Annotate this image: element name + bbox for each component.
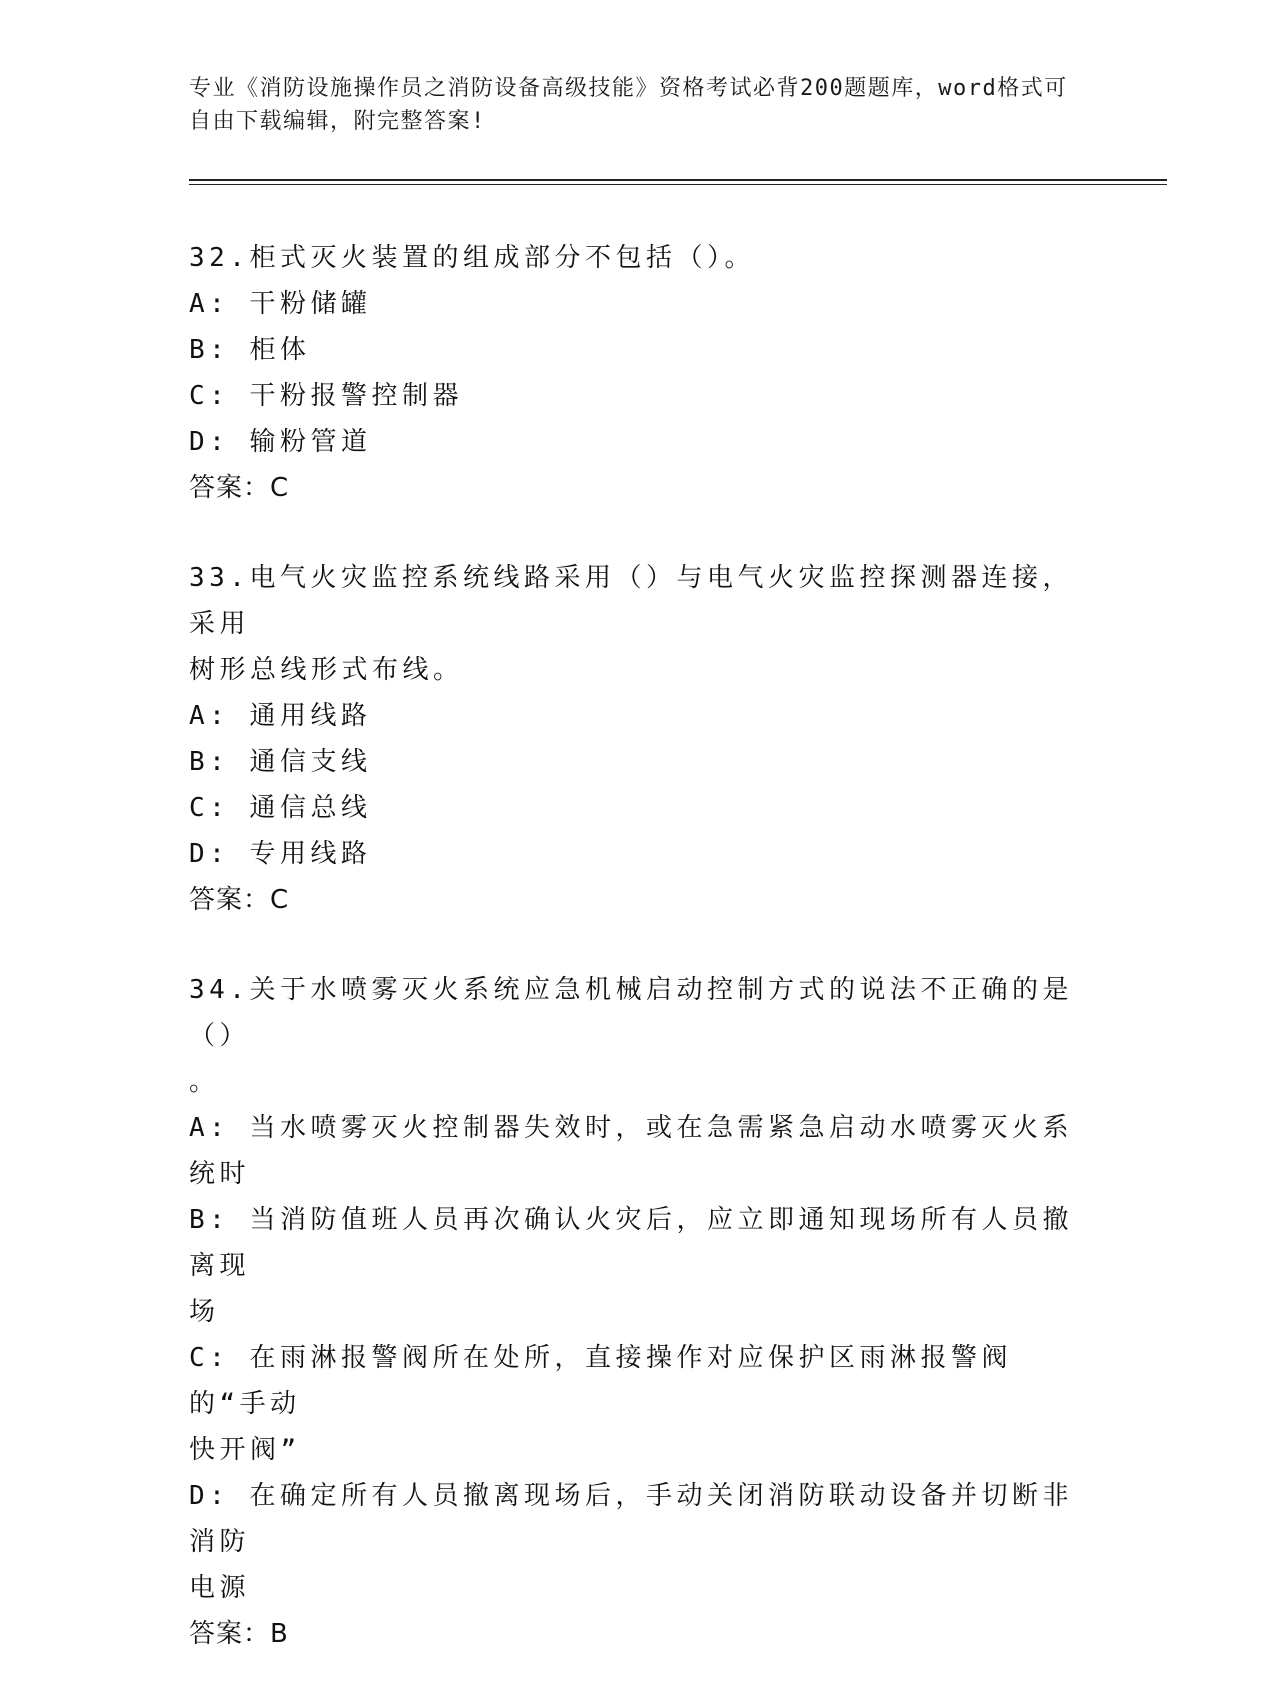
answer-line: 答案：B [189, 1619, 289, 1649]
question-list [189, 235, 1089, 1701]
option-a: A: 通用线路 [189, 701, 372, 731]
question-stem: 33.电气火灾监控系统线路采用（）与电气火灾监控探测器连接，采用 [189, 563, 1073, 639]
question-33 [189, 555, 1089, 923]
question-34 [189, 967, 1089, 1657]
option-d: D: 输粉管道 [189, 427, 372, 457]
question-stem: 32.柜式灭火装置的组成部分不包括（）。 [189, 243, 755, 273]
option-b-continued: 场 [189, 1297, 220, 1327]
question-32 [189, 235, 1089, 511]
option-c: C: 在雨淋报警阀所在处所，直接操作对应保护区雨淋报警阀的“手动 [189, 1343, 1012, 1419]
question-stem-continued: 树形总线形式布线。 [189, 655, 464, 685]
option-b: B: 通信支线 [189, 747, 372, 777]
option-b: B: 柜体 [189, 335, 311, 365]
header-divider-thin [189, 184, 1167, 185]
option-c-continued: 快开阀” [189, 1435, 301, 1465]
option-d: D: 专用线路 [189, 839, 372, 869]
document-header: 专业《消防设施操作员之消防设备高级技能》资格考试必背200题题库，word格式可自由下载编辑，附完整答案! [189, 76, 1068, 134]
answer-line: 答案：C [189, 885, 290, 915]
header-divider-thick [189, 179, 1167, 181]
question-stem-continued: 。 [189, 1067, 220, 1097]
option-c: C: 通信总线 [189, 793, 372, 823]
option-d-continued: 电源 [189, 1573, 251, 1603]
option-b: B: 当消防值班人员再次确认火灾后，应立即通知现场所有人员撤离现 [189, 1205, 1073, 1281]
option-a: A: 干粉储罐 [189, 289, 372, 319]
answer-line: 答案：C [189, 473, 290, 503]
question-stem: 34.关于水喷雾灭火系统应急机械启动控制方式的说法不正确的是（） [189, 975, 1073, 1051]
option-d: D: 在确定所有人员撤离现场后，手动关闭消防联动设备并切断非消防 [189, 1481, 1073, 1557]
option-a: A: 当水喷雾灭火控制器失效时，或在急需紧急启动水喷雾灭火系统时 [189, 1113, 1073, 1189]
option-c: C: 干粉报警控制器 [189, 381, 463, 411]
